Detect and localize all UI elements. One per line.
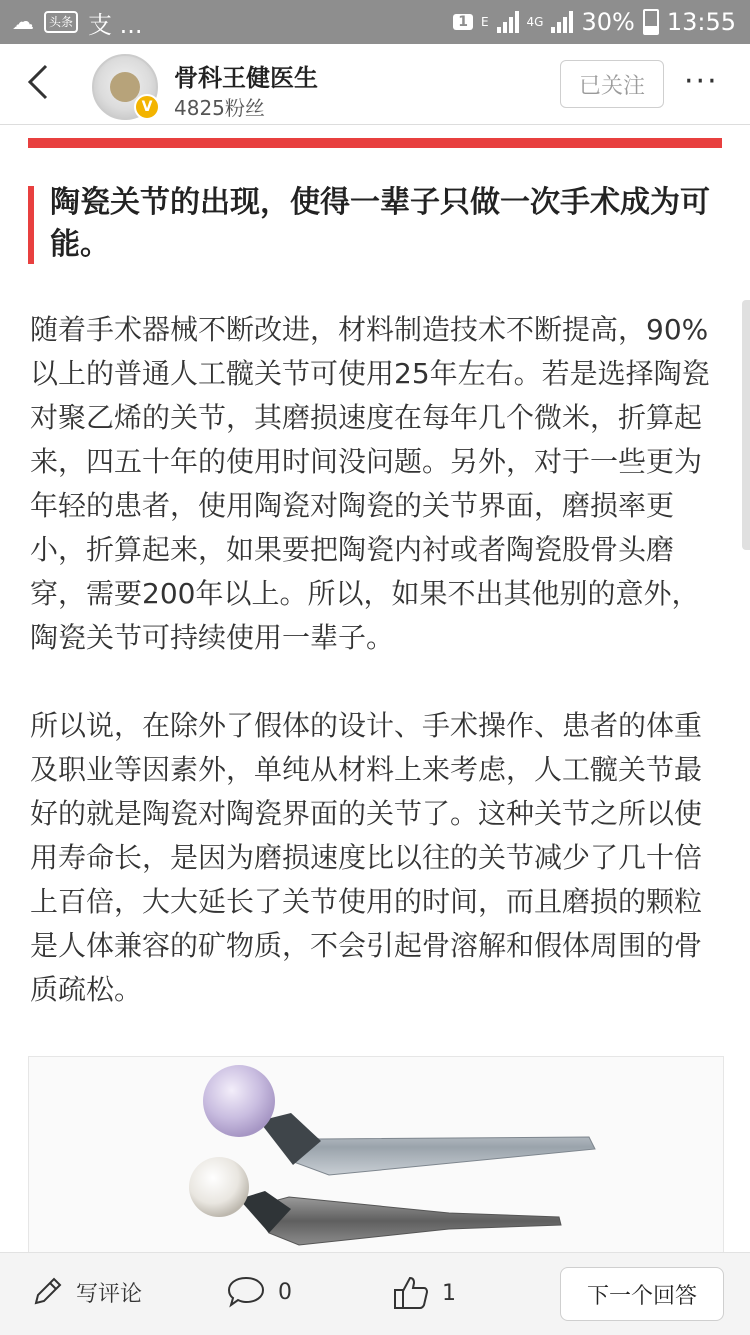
back-arrow-icon[interactable] — [24, 62, 64, 106]
battery-icon — [643, 9, 659, 35]
write-comment-label: 写评论 — [76, 1281, 143, 1307]
clock: 13:55 — [666, 8, 736, 36]
implant-image[interactable] — [28, 1056, 724, 1258]
toutiao-badge: 头条 — [44, 11, 78, 33]
ceramic-head-white — [189, 1157, 249, 1217]
battery-percent: 30% — [581, 8, 635, 36]
chat-bubble-icon — [226, 1275, 266, 1309]
network-4g: 4G — [526, 15, 544, 29]
pencil-icon — [30, 1275, 64, 1309]
like-count: 1 — [442, 1280, 456, 1306]
fans-count: 4825粉丝 — [174, 96, 265, 120]
write-comment-button[interactable] — [30, 1275, 142, 1309]
next-answer-button[interactable]: 下一个回答 — [560, 1267, 724, 1321]
upper-stem — [269, 1119, 595, 1175]
status-bar — [0, 0, 750, 44]
notification-text: 支 ... — [88, 10, 143, 39]
thumbs-up-icon — [392, 1275, 430, 1311]
back-arrow-svg — [24, 62, 54, 102]
avatar-emblem — [110, 72, 140, 102]
like-button[interactable] — [392, 1275, 456, 1311]
bottom-action-bar — [0, 1252, 750, 1335]
network-e: E — [480, 15, 489, 29]
red-divider — [28, 138, 722, 148]
ceramic-head-purple — [203, 1065, 275, 1137]
follow-button[interactable]: 已关注 — [560, 60, 664, 108]
lower-stem — [251, 1197, 561, 1245]
heading-accent-bar — [28, 186, 34, 264]
status-right — [453, 8, 750, 36]
paragraph-1: 随着手术器械不断改进，材料制造技术不断提高，90%以上的普通人工髋关节可使用25年左右。若是选择陶瓷对聚乙烯的关节，其磨损速度在每年几个微米，折算起来，四五十年的使用时间没问题。另外，对于一些更为年轻的患者，使用陶瓷对陶瓷的关节界面，磨损率更小，折算起来，如果要把陶瓷内衬或者陶瓷股骨头磨穿，需要200年以上。所以，如果不出其他别的意外，陶瓷关节可持续使用一辈子。 — [30, 313, 710, 654]
paragraph-2: 所以说，在除外了假体的设计、手术操作、患者的体重及职业等因素外，单纯从材料上来考虑，人工髋关节最好的就是陶瓷对陶瓷界面的关节了。这种关节之所以使用寿命长，是因为磨损速度比以往的关节减少了几十倍上百倍，大大延长了关节使用的时间，而且磨损的颗粒是人体兼容的矿物质，不会引起骨溶解和假体周围的骨质疏松。 — [30, 709, 703, 1006]
reply-count: 0 — [278, 1279, 292, 1305]
author-name[interactable]: 骨科王健医生 — [174, 64, 318, 92]
article-heading: 陶瓷关节的出现，使得一辈子只做一次手术成为可能。 — [50, 185, 710, 262]
sim-indicator: 1 — [453, 14, 473, 30]
more-icon[interactable]: ··· — [684, 64, 719, 99]
article-header — [0, 44, 750, 125]
hip-prosthesis-illustration — [29, 1057, 723, 1257]
signal-icon — [497, 11, 519, 33]
status-left — [0, 5, 143, 40]
replies-button[interactable] — [226, 1275, 292, 1309]
wechat-icon: ☁ — [12, 9, 34, 35]
signal-icon — [551, 11, 573, 33]
scrollbar[interactable] — [742, 300, 750, 550]
verified-badge: V — [134, 94, 160, 120]
